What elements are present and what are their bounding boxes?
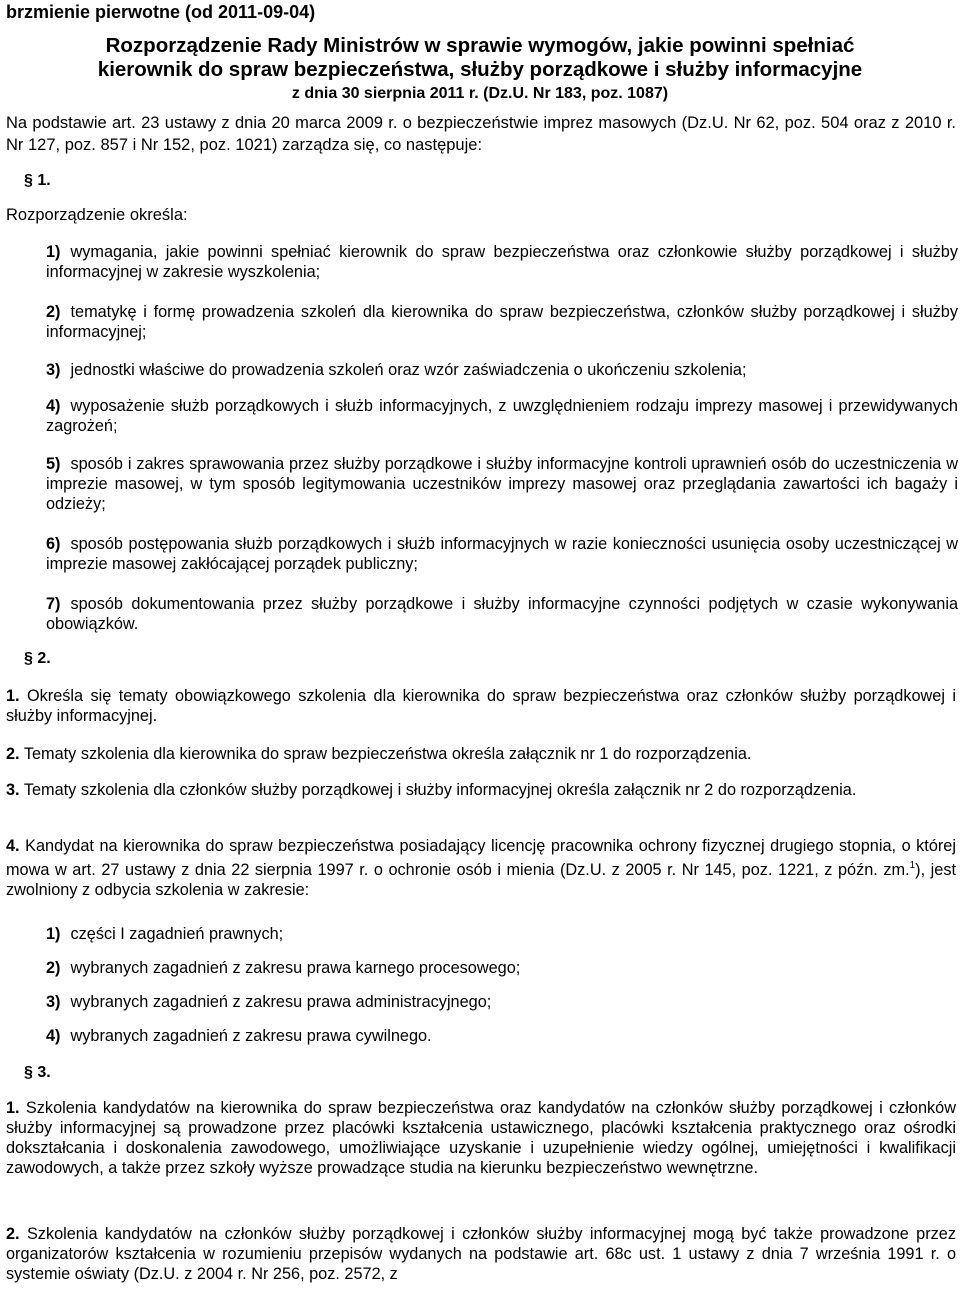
list-item bbox=[46, 242, 958, 282]
paragraph-number: 2. bbox=[6, 1225, 20, 1243]
paragraph-text: Kandydat na kierownika do spraw bezpieczeństwa posiadający licencję pracownika ochrony fizycznej drugiego stopnia, o której mowa w art. 27 ustawy z dnia 22 sierpnia 1997 r. o ochronie osób i mienia (Dz.U. z 2005 r. Nr 145, poz. 1221, z późn. zm. bbox=[6, 837, 956, 879]
item-text: wybranych zagadnień z zakresu prawa karnego procesowego; bbox=[70, 959, 521, 977]
section-1-marker: § 1. bbox=[24, 172, 51, 189]
item-number: 3) bbox=[46, 361, 61, 379]
item-number: 1) bbox=[46, 243, 61, 261]
item-number: 2) bbox=[46, 959, 61, 977]
footnote-marker[interactable]: 1 bbox=[909, 860, 916, 871]
item-number: 1) bbox=[46, 925, 61, 943]
list-item bbox=[46, 396, 958, 436]
item-number: 2) bbox=[46, 303, 61, 321]
item-number: 7) bbox=[46, 595, 61, 613]
item-text: sposób dokumentowania przez służby porządkowe i służby informacyjne czynności podjętych w czasie wykonywania obowiązków. bbox=[46, 595, 958, 633]
paragraph-text: Określa się tematy obowiązkowego szkolenia dla kierownika do spraw bezpieczeństwa oraz członków służby porządkowej i służby informacyjnej. bbox=[6, 687, 956, 725]
paragraph-text: Szkolenia kandydatów na kierownika do spraw bezpieczeństwa oraz kandydatów na członków służby porządkowej i członków służby informacyjnej są prowadzone przez placówki kształcenia ustawicznego, placówki kształcenia praktycznego oraz ośrodki dokształcania i doskonalenia zawodowego, umożliwiające uzyskanie i uzupełnienie wiedzy ogólnej, umiejętności i kwalifikacji zawodowych, a także przez szkoły wyższe prowadzące studia na kierunku bezpieczeństwo wewnętrzne. bbox=[6, 1099, 956, 1177]
item-number: 3) bbox=[46, 993, 61, 1011]
paragraph-number: 1. bbox=[6, 687, 20, 705]
item-text: wymagania, jakie powinni spełniać kierownik do spraw bezpieczeństwa oraz członkowie służby porządkowej i służby informacyjnej w zakresie wyszkolenia; bbox=[46, 243, 958, 281]
list-item bbox=[46, 594, 958, 634]
item-text: sposób postępowania służb porządkowych i służb informacyjnych w razie konieczności usunięcia osoby uczestniczącej w imprezie masowej zakłócającej porządek publiczny; bbox=[46, 535, 958, 573]
paragraph-number: 3. bbox=[6, 781, 20, 799]
section-2-marker: § 2. bbox=[24, 650, 51, 667]
paragraph-number: 1. bbox=[6, 1099, 20, 1117]
paragraph bbox=[6, 1098, 956, 1178]
item-text: wybranych zagadnień z zakresu prawa cywilnego. bbox=[70, 1027, 432, 1045]
document-title bbox=[0, 34, 960, 106]
paragraph-number: 2. bbox=[6, 745, 20, 763]
paragraph bbox=[6, 686, 956, 726]
item-text: jednostki właściwe do prowadzenia szkoleń oraz wzór zaświadczenia o ukończeniu szkolenia; bbox=[70, 361, 747, 379]
item-text: części I zagadnień prawnych; bbox=[70, 925, 284, 943]
list-item bbox=[46, 958, 958, 978]
list-item bbox=[46, 454, 958, 514]
title-line-3: z dnia 30 sierpnia 2011 r. (Dz.U. Nr 183, poz. 1087) bbox=[291, 85, 669, 102]
paragraph bbox=[6, 836, 956, 900]
title-line-1: Rozporządzenie Rady Ministrów w sprawie wymogów, jakie powinni spełniać bbox=[105, 34, 855, 57]
list-item bbox=[46, 360, 958, 380]
item-text: wyposażenie służb porządkowych i służb informacyjnych, z uwzględnieniem rodzaju imprezy masowej i przewidywanych zagrożeń; bbox=[46, 397, 958, 435]
paragraph-text: Szkolenia kandydatów na członków służby porządkowej i członków służby informacyjnej mogą być także prowadzone przez organizatorów kształcenia w rozumieniu przepisów wydanych na podstawie art. 68c ust. 1 ustawy z dnia 7 września 1991 r. o systemie oświaty (Dz.U. z 2004 r. Nr 256, poz. 2572, z bbox=[6, 1225, 956, 1283]
paragraph-text: Tematy szkolenia dla członków służby porządkowej i służby informacyjnej określa załącznik nr 2 do rozporządzenia. bbox=[23, 781, 857, 799]
paragraph bbox=[6, 744, 956, 764]
list-item bbox=[46, 992, 958, 1012]
version-status: brzmienie pierwotne (od 2011-09-04) bbox=[6, 2, 316, 22]
item-text: tematykę i formę prowadzenia szkoleń dla kierownika do spraw bezpieczeństwa, członków służby porządkowej i służby informacyjnej; bbox=[46, 303, 958, 341]
item-number: 5) bbox=[46, 455, 61, 473]
paragraph-number: 4. bbox=[6, 837, 20, 855]
item-text: sposób i zakres sprawowania przez służby porządkowe i służby informacyjne kontroli uprawnień osób do uczestniczenia w imprezie masowej, w tym sposób legitymowania uczestników imprezy masowej oraz przeglądania zawartości ich bagaży i odzieży; bbox=[46, 455, 958, 513]
list-item bbox=[46, 1026, 958, 1046]
list-item bbox=[46, 302, 958, 342]
section-3-marker: § 3. bbox=[24, 1064, 51, 1081]
paragraph-text: Tematy szkolenia dla kierownika do spraw bezpieczeństwa określa załącznik nr 1 do rozporządzenia. bbox=[23, 745, 752, 763]
list-item bbox=[46, 534, 958, 574]
section-1-lead: Rozporządzenie określa: bbox=[6, 206, 188, 224]
paragraph bbox=[6, 1224, 956, 1284]
item-number: 4) bbox=[46, 397, 61, 415]
item-text: wybranych zagadnień z zakresu prawa administracyjnego; bbox=[70, 993, 492, 1011]
paragraph-text: ), jest zwolniony z odbycia szkolenia w zakresie: bbox=[6, 861, 957, 899]
item-number: 6) bbox=[46, 535, 61, 553]
title-line-2: kierownik do spraw bezpieczeństwa, służby porządkowe i służby informacyjne bbox=[97, 58, 863, 81]
list-item bbox=[46, 924, 958, 944]
paragraph bbox=[6, 780, 956, 800]
intro-paragraph: Na podstawie art. 23 ustawy z dnia 20 marca 2009 r. o bezpieczeństwie imprez masowych (Dz.U. Nr 62, poz. 504 oraz z 2010 r. Nr 127, poz. 857 i Nr 152, poz. 1021) zarządza się, co następuje: bbox=[6, 114, 956, 154]
item-number: 4) bbox=[46, 1027, 61, 1045]
